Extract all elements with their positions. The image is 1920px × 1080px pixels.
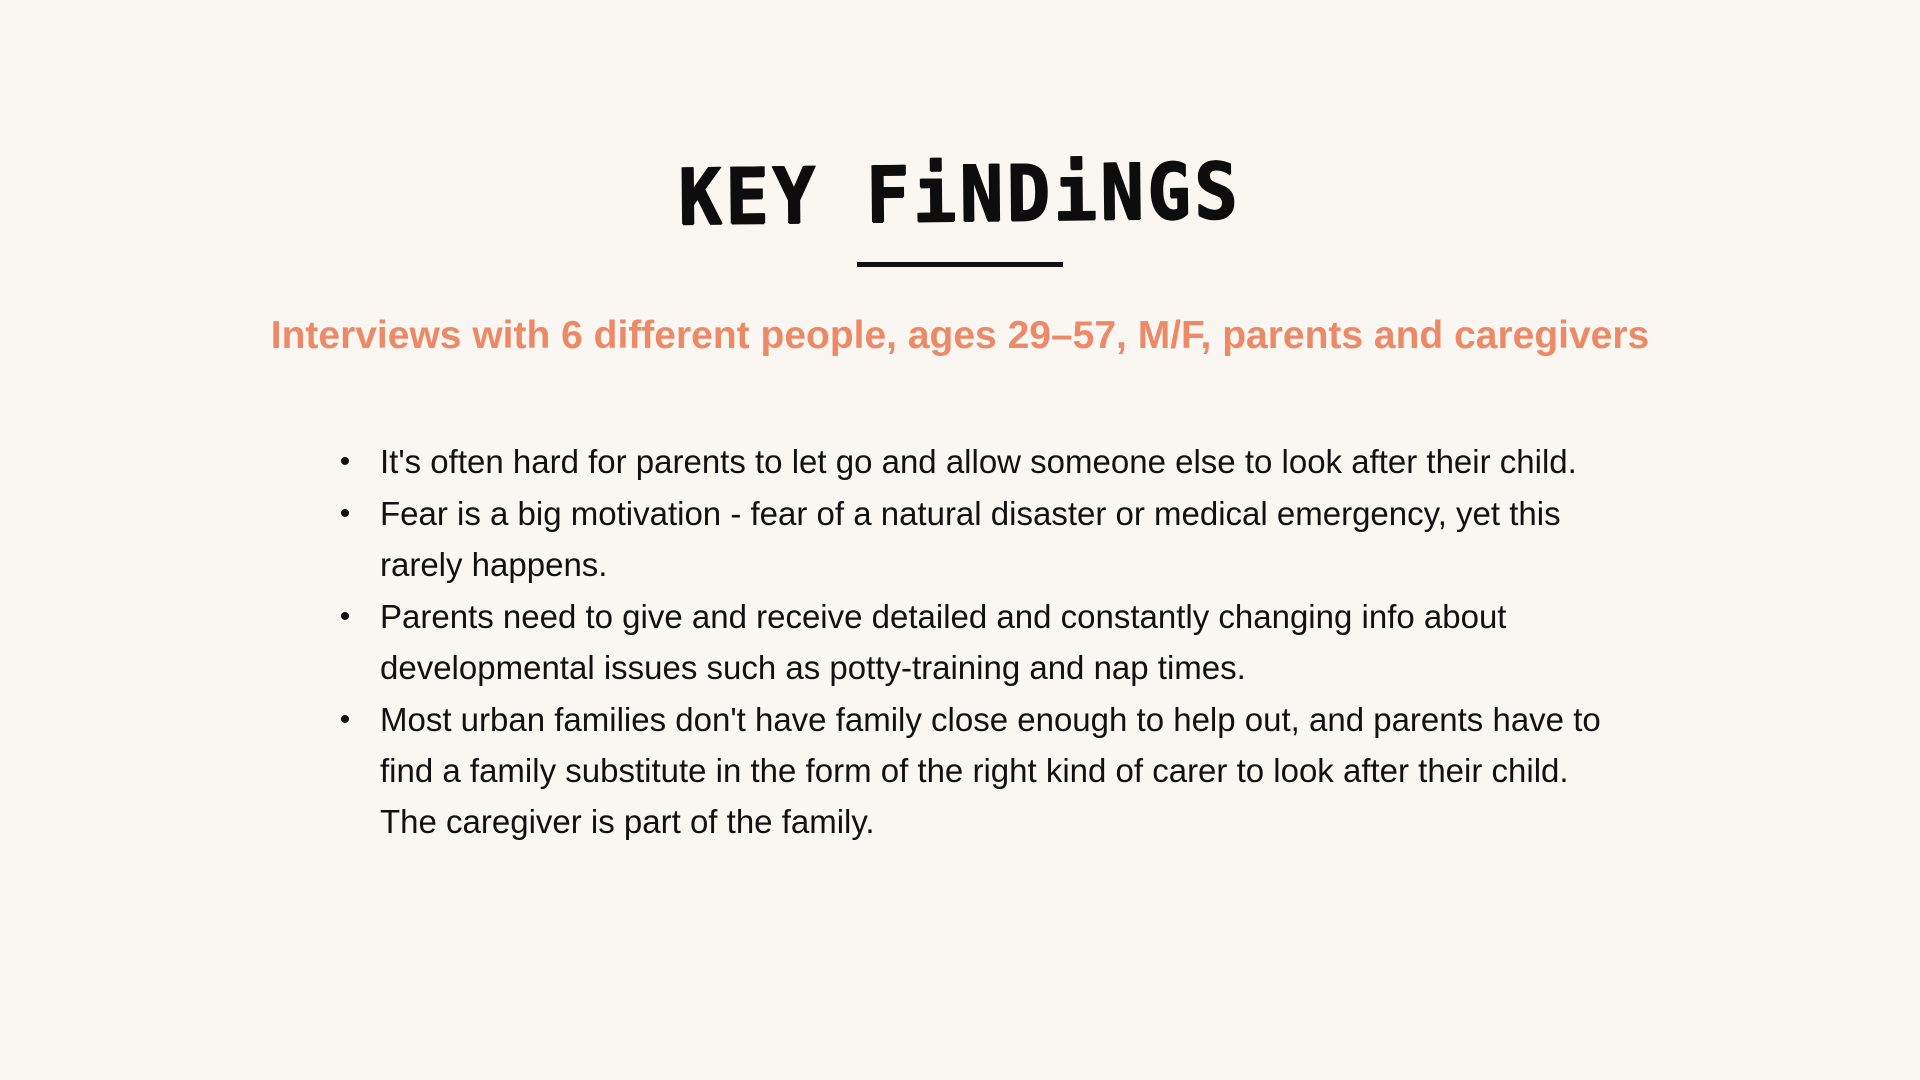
finding-text: Fear is a big motivation - fear of a natural disaster or medical emergency, yet this rarely happens. [380,495,1561,583]
finding-text: Most urban families don't have family close enough to help out, and parents have to find a family substitute in the form of the right kind of carer to look after their child. The caregiver is part of the family. [380,701,1601,840]
finding-text: It's often hard for parents to let go and allow someone else to look after their child. [380,443,1577,480]
finding-item [330,488,1630,590]
bullet-icon: • [339,600,351,633]
finding-item [330,694,1630,847]
finding-item [330,436,1630,487]
slide-title: KEY FiNDiNGS [678,146,1242,244]
title-divider [857,262,1063,267]
finding-item [330,591,1630,693]
bullet-icon: • [339,497,351,530]
findings-list [330,436,1630,848]
bullet-icon: • [339,445,351,478]
bullet-icon: • [339,703,351,736]
slide-subtitle: Interviews with 6 different people, ages 29–57, M/F, parents and caregivers [270,314,1650,357]
finding-text: Parents need to give and receive detailed and constantly changing info about developmental issues such as potty-training and nap times. [380,598,1507,686]
